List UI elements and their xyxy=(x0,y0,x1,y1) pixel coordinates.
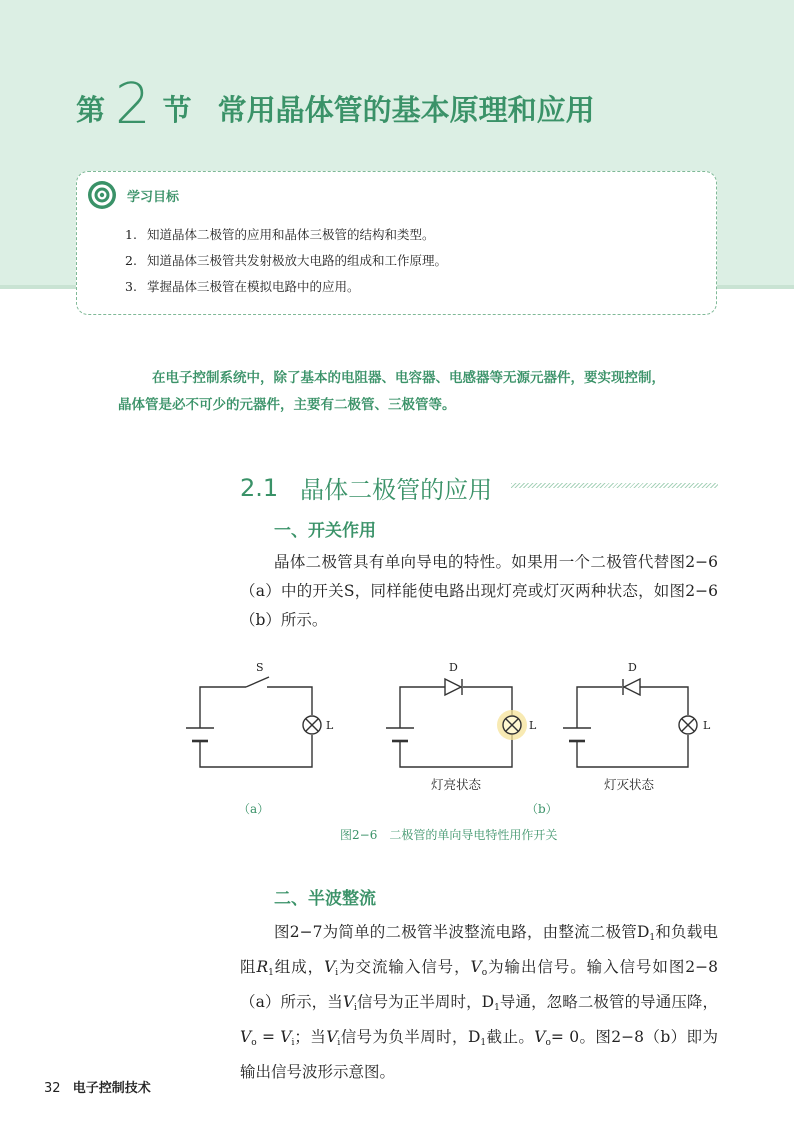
text-run: 为交流输入信号， xyxy=(338,958,471,976)
subscript: i xyxy=(335,968,339,978)
text-run: 信号为负半周时，D xyxy=(340,1028,481,1046)
figure-caption: 图2−6 二极管的单向导电特性用作开关 xyxy=(340,828,558,842)
page-footer xyxy=(44,1077,151,1096)
state-on-label: 灯亮状态 xyxy=(431,777,482,792)
subscript: 1 xyxy=(480,1038,487,1048)
lamp-label: L xyxy=(326,719,334,732)
chapter-suffix: 节 xyxy=(162,92,192,127)
wire xyxy=(400,687,445,728)
item-number: 2. xyxy=(125,253,137,268)
symbol-v: V xyxy=(342,993,355,1011)
paragraph-text: 晶体二极管具有单向导电的特性。如果用一个二极管代替图2−6（a）中的开关S，同样能使电路出现灯亮或灯灭两种状态，如图2−6（b）所示。 xyxy=(240,553,718,629)
paragraph-text xyxy=(240,918,718,1087)
wire xyxy=(577,735,688,767)
subsection-title-switch: 一、开关作用 xyxy=(274,521,376,541)
chapter-title xyxy=(76,71,595,138)
subscript: i xyxy=(354,1003,357,1013)
list-item xyxy=(125,222,447,248)
subscript: i xyxy=(337,1038,341,1048)
item-text: 知道晶体三极管共发射极放大电路的组成和工作原理。 xyxy=(147,253,448,268)
paragraph-rectifier xyxy=(240,918,718,1087)
subscript: 1 xyxy=(649,933,656,943)
book-title: 电子控制技术 xyxy=(72,1081,151,1096)
subscript: 1 xyxy=(494,1003,500,1013)
subscript: o xyxy=(251,1038,257,1048)
target-icon xyxy=(87,180,117,210)
item-text: 知道晶体二极管的应用和晶体三极管的结构和类型。 xyxy=(147,227,435,242)
wire xyxy=(400,735,512,767)
chapter-heading: 常用晶体管的基本原理和应用 xyxy=(217,92,595,127)
text-run: 导通，忽略二极管的导通压降， xyxy=(499,993,718,1011)
text-run: = xyxy=(256,1028,281,1046)
diode-reverse xyxy=(624,679,640,695)
intro-paragraph: 在电子控制系统中，除了基本的电阻器、电容器、电感器等无源元器件，要实现控制，晶体管是必不可少的元器件，主要有二极管、三极管等。 xyxy=(118,370,665,413)
wire xyxy=(200,687,246,728)
learning-goals-header xyxy=(87,180,179,210)
symbol-v: V xyxy=(470,958,482,976)
text-run: = 0。图2−8（b）即为输出信号波形示意图。 xyxy=(240,1028,718,1081)
subsection-title-rectifier: 二、半波整流 xyxy=(274,889,376,909)
chapter-prefix: 第 xyxy=(76,92,106,127)
text-run: 和负载电阻 xyxy=(240,923,718,976)
lamp-label: L xyxy=(529,719,537,732)
text-run: 组成， xyxy=(273,958,325,976)
item-text: 掌握晶体三极管在模拟电路中的应用。 xyxy=(147,279,360,294)
symbol-v: V xyxy=(326,1028,338,1046)
page-number: 32 xyxy=(44,1081,61,1096)
list-item xyxy=(125,248,447,274)
symbol-v: V xyxy=(324,958,336,976)
diode-forward xyxy=(445,679,461,695)
switch-lever xyxy=(246,677,269,687)
text-run: ；当 xyxy=(294,1028,327,1046)
wire xyxy=(577,687,622,728)
text-run: 图2−7为简单的二极管半波整流电路，由整流二极管D xyxy=(274,923,650,941)
learning-goals-box xyxy=(76,171,717,315)
symbol-v: V xyxy=(280,1028,292,1046)
section-rule xyxy=(511,483,718,488)
text-run: 为输出信号。输入信号如图2−8（a）所示，当 xyxy=(240,958,718,1011)
text-run: 截止。 xyxy=(486,1028,535,1046)
lamp-label: L xyxy=(703,719,711,732)
symbol-v: V xyxy=(240,1028,252,1046)
subscript: o xyxy=(545,1038,551,1048)
switch-label: S xyxy=(256,661,264,674)
wire xyxy=(267,687,312,715)
diode-label: D xyxy=(628,661,637,674)
section-heading xyxy=(240,470,492,505)
list-item xyxy=(125,274,447,300)
subscript: 1 xyxy=(268,968,274,978)
subscript: i xyxy=(291,1038,295,1048)
section-title: 晶体二极管的应用 xyxy=(300,476,493,504)
wire xyxy=(200,735,312,767)
learning-goals-title: 学习目标 xyxy=(127,189,180,205)
item-number: 1. xyxy=(125,227,137,242)
state-off-label: 灯灭状态 xyxy=(604,777,655,792)
item-number: 3. xyxy=(125,279,137,294)
circuit-figure xyxy=(180,655,720,820)
diode-label: D xyxy=(449,661,458,674)
subfigure-b-label: （b） xyxy=(526,802,558,816)
text-run: 信号为正半周时，D xyxy=(356,993,495,1011)
wire xyxy=(463,687,512,715)
symbol-r: R xyxy=(256,958,269,976)
subfigure-a-label: （a） xyxy=(238,802,270,816)
subscript: o xyxy=(481,968,488,978)
chapter-number: 2 xyxy=(115,71,151,137)
wire xyxy=(640,687,688,715)
symbol-v: V xyxy=(534,1028,546,1046)
learning-goals-list xyxy=(125,222,447,300)
paragraph-switch xyxy=(240,548,718,635)
section-number: 2.1 xyxy=(240,473,279,502)
